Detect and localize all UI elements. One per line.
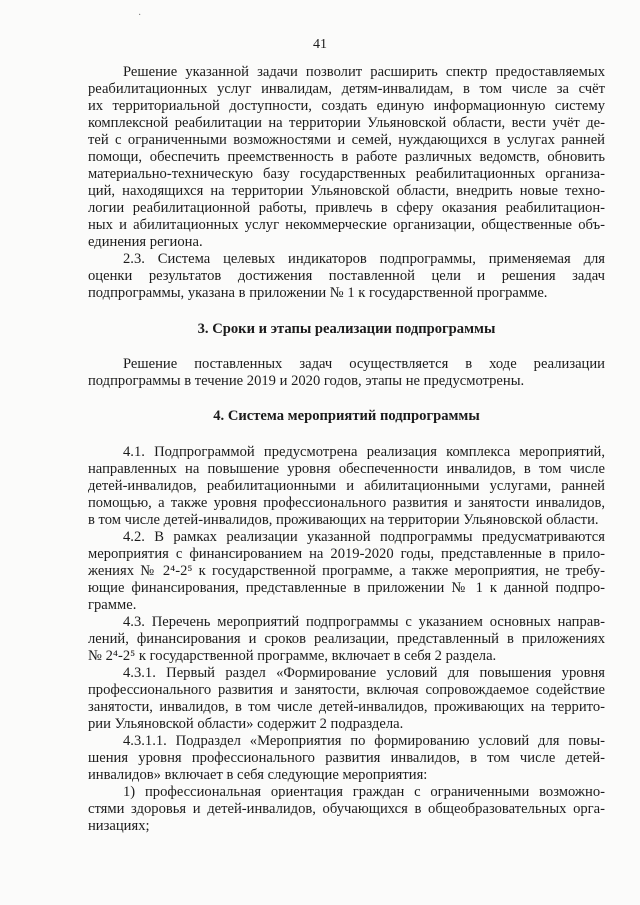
text-line: занятости, инвалидов, в том числе детей-инвалидов, проживающих на террито- (88, 699, 605, 715)
text-line: материально-техническую базу государственных реабилитационных организа- (88, 166, 605, 182)
text-line: лений, финансирования и сроков реализации, представленный в приложениях (88, 631, 605, 647)
text-line: оценки результатов достижения поставленной цели и решения задач (88, 268, 605, 284)
text-line: Решение указанной задачи позволит расширить спектр предоставляемых (123, 64, 605, 80)
text-line: подпрограммы в течение 2019 и 2020 годов, этапы не предусмотрены. (88, 373, 525, 389)
text-line: тей с ограниченными возможностями и семей, нуждающихся в услугах ранней (88, 132, 605, 148)
text-line: ных и абилитационных услуг некоммерческие организации, общественные объ- (88, 217, 605, 233)
text-line: подпрограммы, указана в приложении № 1 к государственной программе. (88, 285, 548, 301)
text-line: помощью, а также уровня профессионального развития и занятости инвалидов, (88, 495, 605, 511)
text-line: низациях; (88, 818, 150, 834)
text-line: шения уровня профессионального развития инвалидов, в том числе детей- (88, 750, 605, 766)
text-line: реабилитационных услуг инвалидам, детям-инвалидам, в том числе за счёт (88, 81, 605, 97)
text-line: их территориальной доступности, создать единую информационную систему (88, 98, 605, 114)
text-line: 4.3.1.1. Подраздел «Мероприятия по формированию условий для повы- (123, 733, 605, 749)
text-line: ющие финансирования, представленные в приложении № 1 к данной подпро- (88, 580, 605, 596)
text-line: мероприятия с финансированием на 2019-2020 годы, представленные в прило- (88, 546, 605, 562)
text-line: 4.2. В рамках реализации указанной подпрограммы предусматриваются (123, 529, 605, 545)
text-line: 4.1. Подпрограммой предусмотрена реализация комплекса мероприятий, (123, 444, 605, 460)
section-heading: 4. Система мероприятий подпрограммы (213, 408, 480, 424)
section-heading: 3. Сроки и этапы реализации подпрограммы (197, 321, 496, 337)
text-line: рии Ульяновской области» содержит 2 подраздела. (88, 716, 404, 732)
text-line: помощи, обеспечить преемственность в работе различных ведомств, обновить (88, 149, 605, 165)
text-line: комплексной реабилитации на территории Ульяновской области, вести учёт де- (88, 115, 605, 131)
text-line: направленных на повышение уровня обеспеченности инвалидов, в том числе (88, 461, 605, 477)
scan-speck: · (138, 10, 142, 21)
text-line: инвалидов» включает в себя следующие мероприятия: (88, 767, 428, 783)
text-line: профессионального развития и занятости, включая сопровождаемое содействие (88, 682, 605, 698)
text-line: грамме. (88, 597, 137, 613)
text-line: в том числе детей-инвалидов, проживающих на территории Ульяновской области. (88, 512, 599, 528)
text-line: ций, находящихся на территории Ульяновской области, внедрить новые техно- (88, 183, 605, 199)
text-line: 4.3. Перечень мероприятий подпрограммы с указанием основных направ- (123, 614, 605, 630)
page-number: 41 (313, 37, 327, 52)
text-line: жениях № 2⁴-2⁵ к государственной программе, а также мероприятия, не требу- (88, 563, 605, 579)
text-line: детей-инвалидов, реабилитационными и абилитационными услугами, ранней (88, 478, 605, 494)
text-line: № 2⁴-2⁵ к государственной программе, включает в себя 2 раздела. (88, 648, 497, 664)
text-line: единения региона. (88, 234, 203, 250)
text-line: 2.3. Система целевых индикаторов подпрограммы, применяемая для (123, 251, 605, 267)
text-line: Решение поставленных задач осуществляется в ходе реализации (123, 356, 605, 372)
text-line: 4.3.1. Первый раздел «Формирование условий для повышения уровня (123, 665, 605, 681)
text-line: логии реабилитационной работы, привлечь в сферу оказания реабилитацион- (88, 200, 605, 216)
text-line: 1) профессиональная ориентация граждан с ограниченными возможно- (123, 784, 605, 800)
text-line: стями здоровья и детей-инвалидов, обучающихся в общеобразовательных орга- (88, 801, 605, 817)
